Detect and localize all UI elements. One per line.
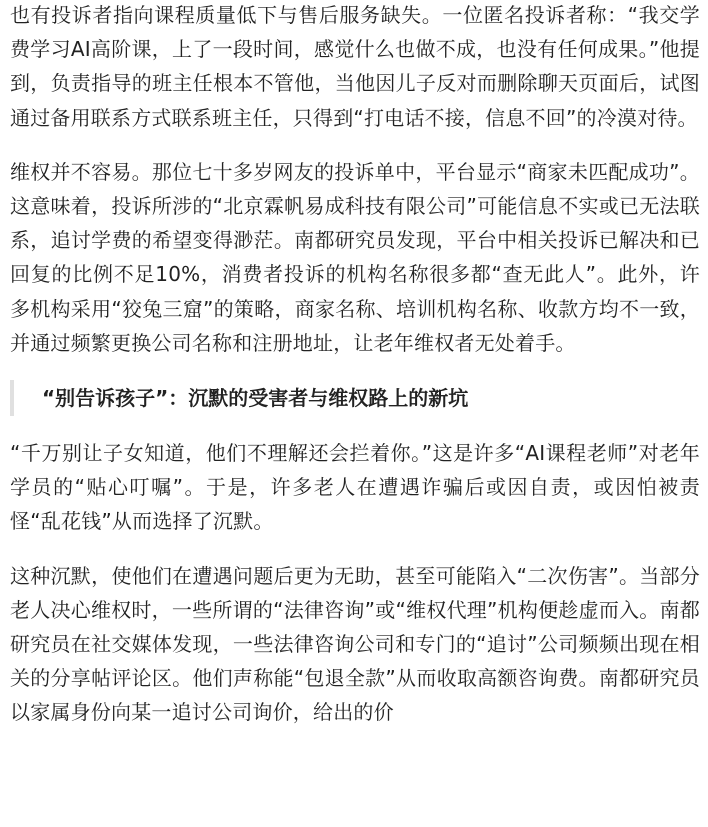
article-body bbox=[10, 0, 700, 750]
paragraph-complaint-quality: 也有投诉者指向课程质量低下与售后服务缺失。一位匿名投诉者称：“我交学费学习AI高阶课，上了一段时间，感觉什么也做不成，也没有任何成果。”他提到，负责指导的班主任根本不管他，当他因儿子反对而删除聊天页面后，试图通过备用联系方式联系班主任，只得到“打电话不接，信息不回”的冷漠对待。 bbox=[10, 3, 700, 130]
section-heading bbox=[10, 380, 700, 416]
paragraph-rights-difficulty: 维权并不容易。那位七十多岁网友的投诉单中，平台显示“商家未匹配成功”。这意味着，投诉所涉的“北京霖帆易成科技有限公司”可能信息不实或已无法联系，追讨学费的希望变得渺茫。南都研究员发现，平台中相关投诉已解决和已回复的比例不足10%，消费者投诉的机构名称很多都“查无此人”。此外，许多机构采用“狡兔三窟”的策略，商家名称、培训机构名称、收款方均不一致，并通过频繁更换公司名称和注册地址，让老年维权者无处着手。 bbox=[10, 159, 700, 355]
section-heading-text: “别告诉孩子”：沉默的受害者与维权路上的新坑 bbox=[42, 386, 469, 411]
heading-quote-bar bbox=[10, 380, 14, 416]
paragraph-secondary-harm: 这种沉默，使他们在遭遇问题后更为无助，甚至可能陷入“二次伤害”。当部分老人决心维权时，一些所谓的“法律咨询”或“维权代理”机构便趁虚而入。南都研究员在社交媒体发现，一些法律咨询公司和专门的“追讨”公司频频出现在相关的分享帖评论区。他们声称能“包退全款”从而收取高额咨询费。南都研究员以家属身份向某一追讨公司询价，给出的价 bbox=[10, 563, 700, 725]
paragraph-silent-victims: “千万别让子女知道，他们不理解还会拦着你。”这是许多“AI课程老师”对老年学员的“贴心叮嘱”。于是，许多老人在遭遇诈骗后或因自责，或因怕被责怪“乱花钱”从而选择了沉默。 bbox=[10, 441, 700, 534]
